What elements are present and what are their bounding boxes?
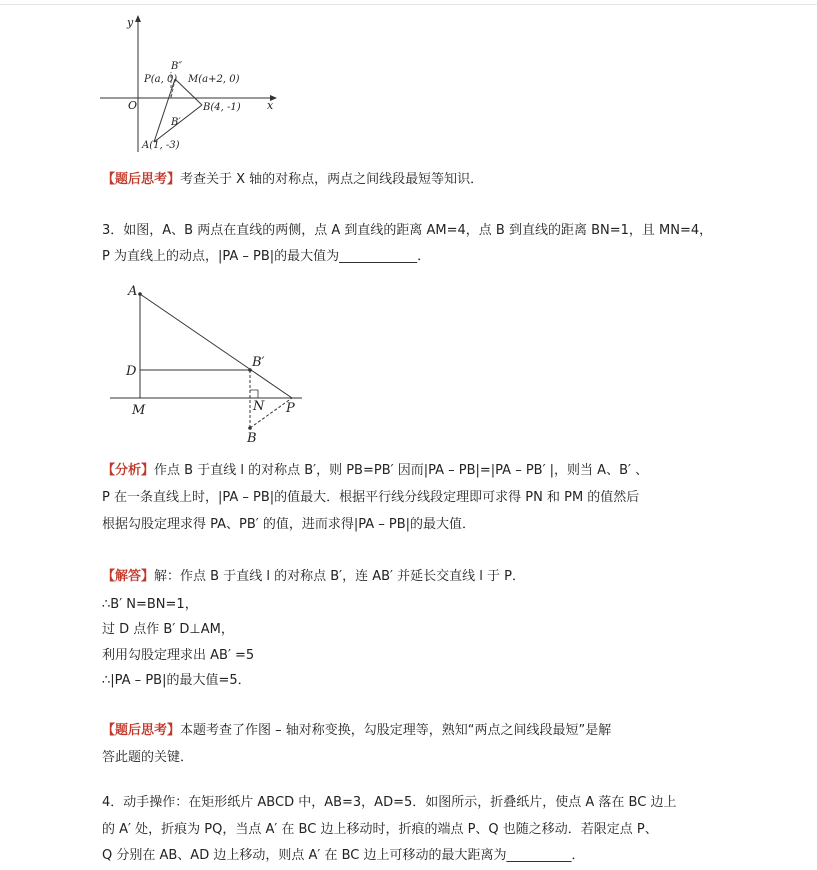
point-a-label: A(1, -3) <box>142 140 180 151</box>
origin-label: O <box>128 99 138 112</box>
q3-text-line-2: P 为直线上的动点，|PA – PB|的最大值为____________． <box>102 249 431 264</box>
reflection-text: 考查关于 X 轴的对称点，两点之间线段最短等知识． <box>180 172 484 187</box>
solution-line-3: 过 D 点作 B′ D⊥AM， <box>102 622 234 637</box>
point-m-label: M <box>132 403 146 418</box>
solution-line-2: ∴B′ N=BN=1， <box>102 597 198 612</box>
point-n-label: N <box>253 399 265 414</box>
geometry-figure <box>110 282 310 444</box>
q3-reflection-line-1 <box>102 722 611 740</box>
q2-reflection <box>102 171 483 189</box>
reflection-text-1: 本题考查了作图 – 轴对称变换，勾股定理等，熟知“两点之间线段最短”是解 <box>180 723 612 738</box>
y-axis-label: y <box>127 16 134 29</box>
point-b-label: B <box>247 431 257 446</box>
point-a-label: A <box>128 284 138 299</box>
reflection-tag: 【题后思考】 <box>102 723 181 738</box>
analysis-tag: 【分析】 <box>102 463 155 478</box>
point-p-label: P <box>286 401 295 416</box>
q3-reflection-line-2: 答此题的关键． <box>102 750 194 765</box>
point-p-label: P(a, 0) <box>144 74 178 85</box>
x-axis-label: x <box>267 99 274 112</box>
analysis-text-1: 作点 B 于直线 l 的对称点 B′，则 PB=PB′ 因而|PA – PB|=|PA – PB′ |，则当 A、B′ 、 <box>154 463 649 478</box>
solution-line-5: ∴|PA – PB|的最大值=5． <box>102 673 251 688</box>
solution-tag: 【解答】 <box>102 569 155 584</box>
page-top-divider <box>0 4 817 5</box>
point-bp-label: B′ <box>171 117 181 128</box>
point-bp-label: B′ <box>252 355 265 370</box>
point-b-label: B(4, -1) <box>203 102 241 113</box>
q3-text-line-1: 3．如图，A、B 两点在直线的两侧，点 A 到直线的距离 AM=4，点 B 到直线的距离 BN=1，且 MN=4， <box>102 223 713 238</box>
solution-text-1: 解：作点 B 于直线 l 的对称点 B′，连 AB′ 并延长交直线 l 于 P． <box>154 569 525 584</box>
q4-text-line-3: Q 分别在 AB、AD 边上移动，则点 A′ 在 BC 边上可移动的最大距离为__________． <box>102 848 585 863</box>
coordinate-figure <box>95 12 285 157</box>
analysis-line-1 <box>102 462 648 480</box>
reflection-tag: 【题后思考】 <box>102 172 181 187</box>
point-m-label: M(a+2, 0) <box>188 74 240 85</box>
solution-line-4: 利用勾股定理求出 AB′ =5 <box>102 648 255 663</box>
analysis-line-3: 根据勾股定理求得 PA、PB′ 的值，进而求得|PA – PB|的最大值． <box>102 517 476 532</box>
analysis-line-2: P 在一条直线上时，|PA – PB|的值最大．根据平行线分线段定理即可求得 PN 和 PM 的值然后 <box>102 490 640 505</box>
point-d-label: D <box>126 364 137 379</box>
q4-text-line-1: 4．动手操作：在矩形纸片 ABCD 中，AB=3，AD=5．如图所示，折叠纸片，使点 A 落在 BC 边上 <box>102 795 677 810</box>
q4-text-line-2: 的 A′ 处，折痕为 PQ，当点 A′ 在 BC 边上移动时，折痕的端点 P、Q 也随之移动．若限定点 P、 <box>102 822 658 837</box>
point-bpp-label: B″ <box>171 61 183 72</box>
solution-line-1 <box>102 568 525 586</box>
